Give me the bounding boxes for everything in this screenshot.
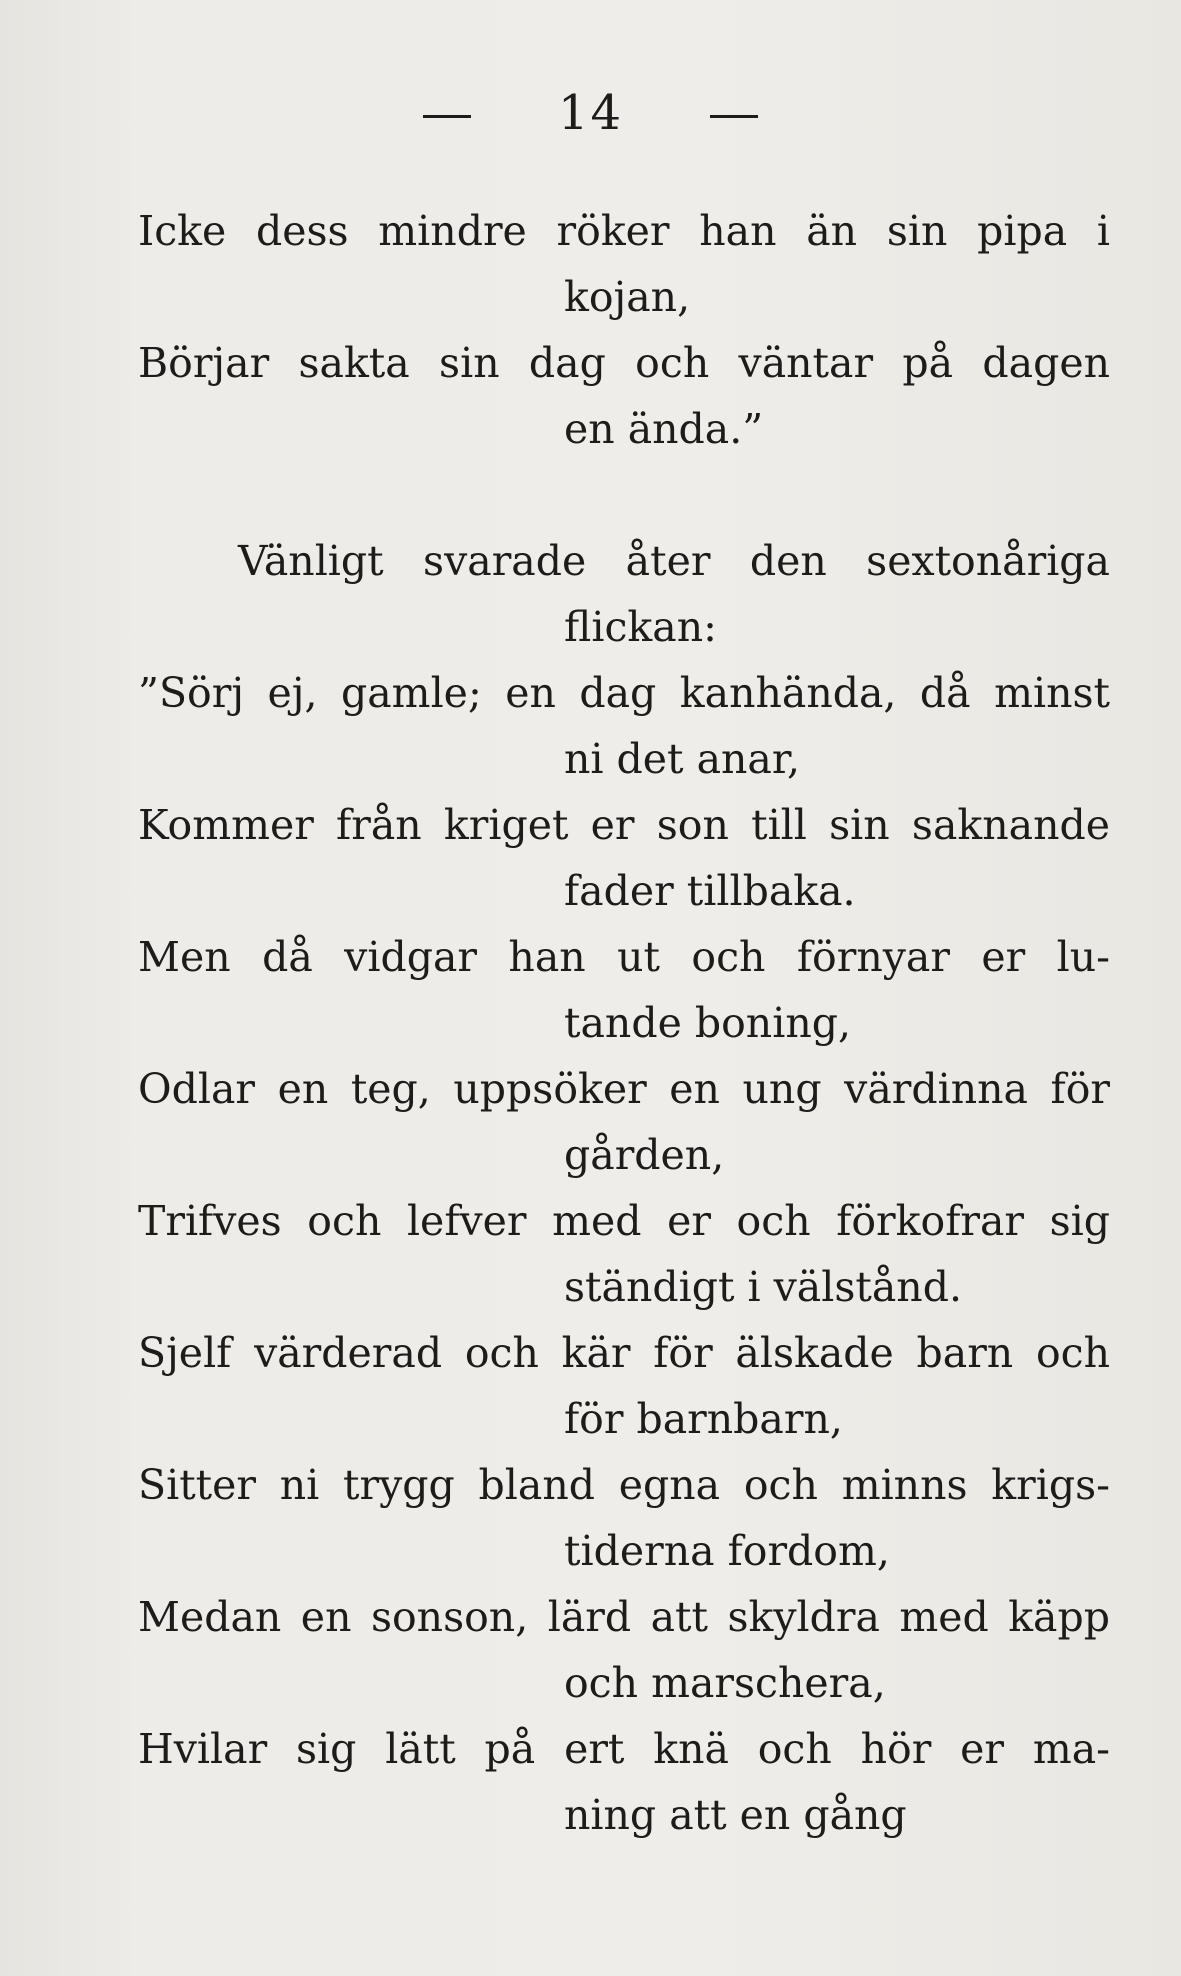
- verse-continuation: tande boning,: [564, 999, 851, 1047]
- verse-line: Kommer från kriget er son till sin saknande: [138, 801, 1110, 849]
- verse-continuation: fader tillbaka.: [564, 867, 856, 915]
- verse-continuation: flickan:: [564, 603, 717, 651]
- header-dash-right: [710, 115, 758, 118]
- verse-line: Medan en sonson, lärd att skyldra med käpp: [138, 1593, 1110, 1641]
- verse-line: Sitter ni trygg bland egna och minns krigs-: [138, 1461, 1110, 1509]
- verse-line: Icke dess mindre röker han än sin pipa i: [138, 207, 1110, 255]
- verse-continuation: en ända.”: [564, 405, 764, 453]
- poem-text: [138, 198, 1110, 1848]
- verse-continuation: ni det anar,: [564, 735, 800, 783]
- page-header: [0, 85, 1181, 141]
- verse-continuation: ständigt i välstånd.: [564, 1263, 962, 1311]
- verse-continuation: för barnbarn,: [564, 1395, 843, 1443]
- verse-line: Hvilar sig lätt på ert knä och hör er ma-: [138, 1725, 1110, 1773]
- verse-continuation: ning att en gång: [564, 1791, 907, 1839]
- verse-line: Vänligt svarade åter den sextonåriga: [238, 537, 1110, 585]
- verse-line: Sjelf värderad och kär för älskade barn och: [138, 1329, 1110, 1377]
- verse-continuation: tiderna fordom,: [564, 1527, 890, 1575]
- page-number: 14: [557, 85, 624, 141]
- verse-continuation: och marschera,: [564, 1659, 886, 1707]
- verse-continuation: gården,: [564, 1131, 725, 1179]
- header-dash-left: [423, 115, 471, 118]
- verse-line: Trifves och lefver med er och förkofrar sig: [138, 1197, 1110, 1245]
- verse-line: Odlar en teg, uppsöker en ung värdinna för: [138, 1065, 1110, 1113]
- verse-line: Börjar sakta sin dag och väntar på dagen: [138, 339, 1110, 387]
- verse-line: ”Sörj ej, gamle; en dag kanhända, då minst: [138, 669, 1110, 717]
- verse-line: Men då vidgar han ut och förnyar er lu-: [138, 933, 1110, 981]
- verse-continuation: kojan,: [564, 273, 691, 321]
